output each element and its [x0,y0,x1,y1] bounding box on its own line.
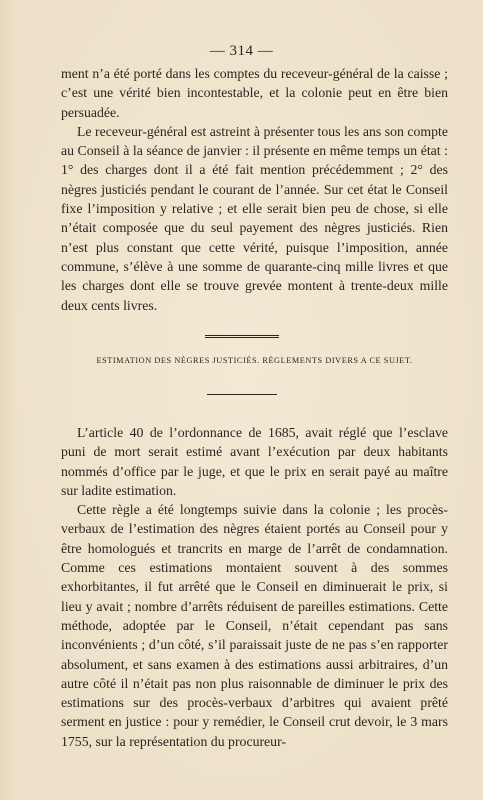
paragraph-continuation: ment n’a été porté dans les comptes du receveur-général de la caisse ; c’est une vérité bien incontestable, et la colonie peut en être bien persuadée. [61,66,448,120]
paragraph-receveur: Le receveur-général est astreint à présenter tous les ans son compte au Conseil à la séance de janvier : il présente en même temps un état : 1° des charges dont il a été fait mention précédemment ; 2° des nègres justiciés pendant le courant de l’année. Sur cet état le Conseil fixe l’imposition y relative ; et elle serait bien peu de chose, si elle n’était composée que du seul payement des nègres justiciés. Rien n’est plus constant que cette vérité, puisque l’imposition, année commune, s’élève à une somme de quarante-cinq mille livres et que les charges dont elle se trouve grevée montent à trente-deux mille deux cents livres. [61,123,448,313]
heading-underline-rule [207,394,277,395]
paragraph-article-40: L’article 40 de l’ordonnance de 1685, avait réglé que l’esclave puni de mort serait estimé avant l’exécution par deux habitants nommés d’office par le juge, et que le prix en serait payé au maître sur ladite estimation. [61,425,448,498]
page-number: — 314 — [209,43,274,59]
section-heading: ESTIMATION DES NÈGRES JUSTICIÉS. RÈGLEMENTS DIVERS A CE SUJET. [96,356,413,365]
section-divider-rule [205,335,279,338]
text-block-bottom [61,423,448,751]
paragraph-cette-regle: Cette règle a été longtemps suivie dans la colonie ; les procès-verbaux de l’estimation des nègres étaient portés au Conseil pour y être homologués et trancrits en marge de l’arrêt de condamnation. Comme ces estimations montaient souvent à des sommes exhorbitantes, il fut arrêté que le Conseil en diminuerait le prix, si lieu y avait ; nombre d’arrêts réduisent de pareilles estimations. Cette méthode, adoptée par le Conseil, n’était cependant pas sans inconvénients ; d’un côté, s’il paraissait juste de ne pas s’en rapporter absolument, et sans examen à des estimations aussi arbitraires, d’un autre côté il n’était pas non plus raisonnable de diminuer le prix des estimations sur des procès-verbaux d’arbitres qui avaient prêté serment en justice : pour y remédier, le Conseil crut devoir, le 3 mars 1755, sur la représentation du procureur- [61,502,448,749]
text-block-top [61,64,448,315]
